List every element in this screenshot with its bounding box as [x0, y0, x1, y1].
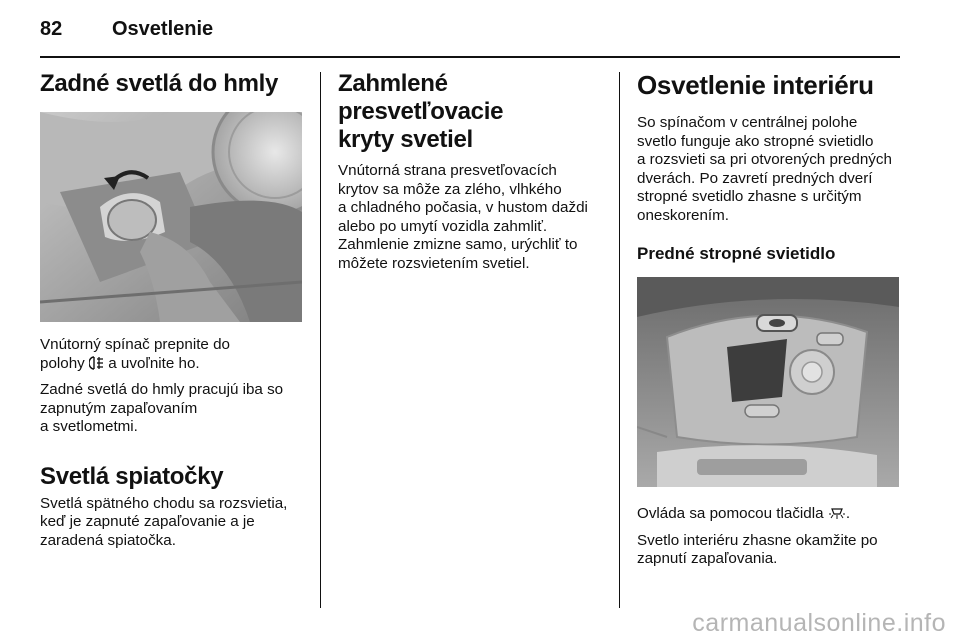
- heading-line: Zahmlené presvetľovacie: [338, 70, 504, 125]
- para-interior-line: oneskorením.: [637, 206, 730, 224]
- para-reverse-lights: [40, 495, 305, 551]
- para-interior-line: dverách. Po zavretí predných dverí: [637, 169, 873, 187]
- para-misted-line: Vnútorná strana presvetľovacích: [338, 162, 557, 179]
- heading-rear-fog: Zadné svetlá do hmly: [40, 70, 279, 97]
- rear-fog-light-icon: [89, 356, 104, 376]
- para-switch-line2: [40, 355, 305, 376]
- column-rear-fog: [40, 70, 305, 550]
- para-fog-line: zapnutým zapaľovaním: [40, 399, 198, 417]
- fog-switch-photo: [40, 112, 302, 322]
- para-switch-line1: Vnútorný spínač prepnite do: [40, 336, 230, 353]
- section-title: Osvetlenie: [112, 18, 214, 40]
- para-misted-line: môžete rozsvietením svetiel.: [338, 254, 530, 272]
- para-misted-lenses: [338, 162, 603, 273]
- para-fog-line: a svetlometmi.: [40, 418, 138, 435]
- column-divider-2: [619, 72, 620, 608]
- para-misted-line: alebo po umytí vozidla zahmliť.: [338, 217, 548, 235]
- page-number: 82: [40, 18, 63, 40]
- courtesy-light-photo: [637, 277, 899, 487]
- para-misted-line: krytov sa môže za zlého, vlhkého: [338, 180, 562, 198]
- para-reverse-line: zaradená spiatočka.: [40, 531, 176, 549]
- para-switch-text-a: polohy: [40, 354, 85, 372]
- column-misted-lenses: [338, 70, 603, 273]
- para-interior-line: So spínačom v centrálnej polohe: [637, 114, 858, 131]
- para-reverse-line: Svetlá spätného chodu sa rozsvietia,: [40, 494, 288, 512]
- column-interior-lighting: [637, 70, 902, 569]
- para-off-line: zapnutí zapaľovania.: [637, 550, 778, 567]
- heading-interior-lighting: Osvetlenie interiéru: [637, 70, 874, 100]
- interior-light-icon: [828, 506, 846, 526]
- subheading-front-courtesy-light: Predné stropné svietidlo: [637, 244, 836, 263]
- heading-reverse-lights: Svetlá spiatočky: [40, 462, 224, 490]
- column-divider-1: [320, 72, 321, 608]
- header-rule: [40, 56, 900, 58]
- heading-misted-lenses: [338, 70, 603, 154]
- para-misted-line: a chladného počasia, v hustom daždi: [338, 199, 588, 216]
- para-switch-text-b: a uvoľnite ho.: [108, 354, 200, 372]
- para-interior-lighting: [637, 114, 902, 225]
- heading-line: kryty svetiel: [338, 126, 473, 153]
- para-fog-line: Zadné svetlá do hmly pracujú iba so: [40, 381, 284, 398]
- para-interior-off: [637, 532, 902, 569]
- para-reverse-line: keď je zapnuté zapaľovanie a je: [40, 513, 255, 530]
- para-misted-line: Zahmlenie zmizne samo, urýchliť to: [338, 236, 578, 253]
- para-press-button: [637, 505, 902, 526]
- watermark: carmanualsonline.info: [692, 609, 946, 637]
- para-interior-line: a rozsvieti sa pri otvorených predných: [637, 151, 892, 168]
- para-press-text-b: .: [845, 505, 851, 522]
- para-off-line: Svetlo interiéru zhasne okamžite po: [637, 531, 878, 549]
- para-fog-info: [40, 381, 305, 437]
- para-press-text-a: Ovláda sa pomocou tlačidla: [637, 505, 824, 522]
- para-interior-line: svetlo funguje ako stropné svietidlo: [637, 132, 874, 150]
- para-interior-line: stropné svetidlo zhasne s určitým: [637, 188, 862, 205]
